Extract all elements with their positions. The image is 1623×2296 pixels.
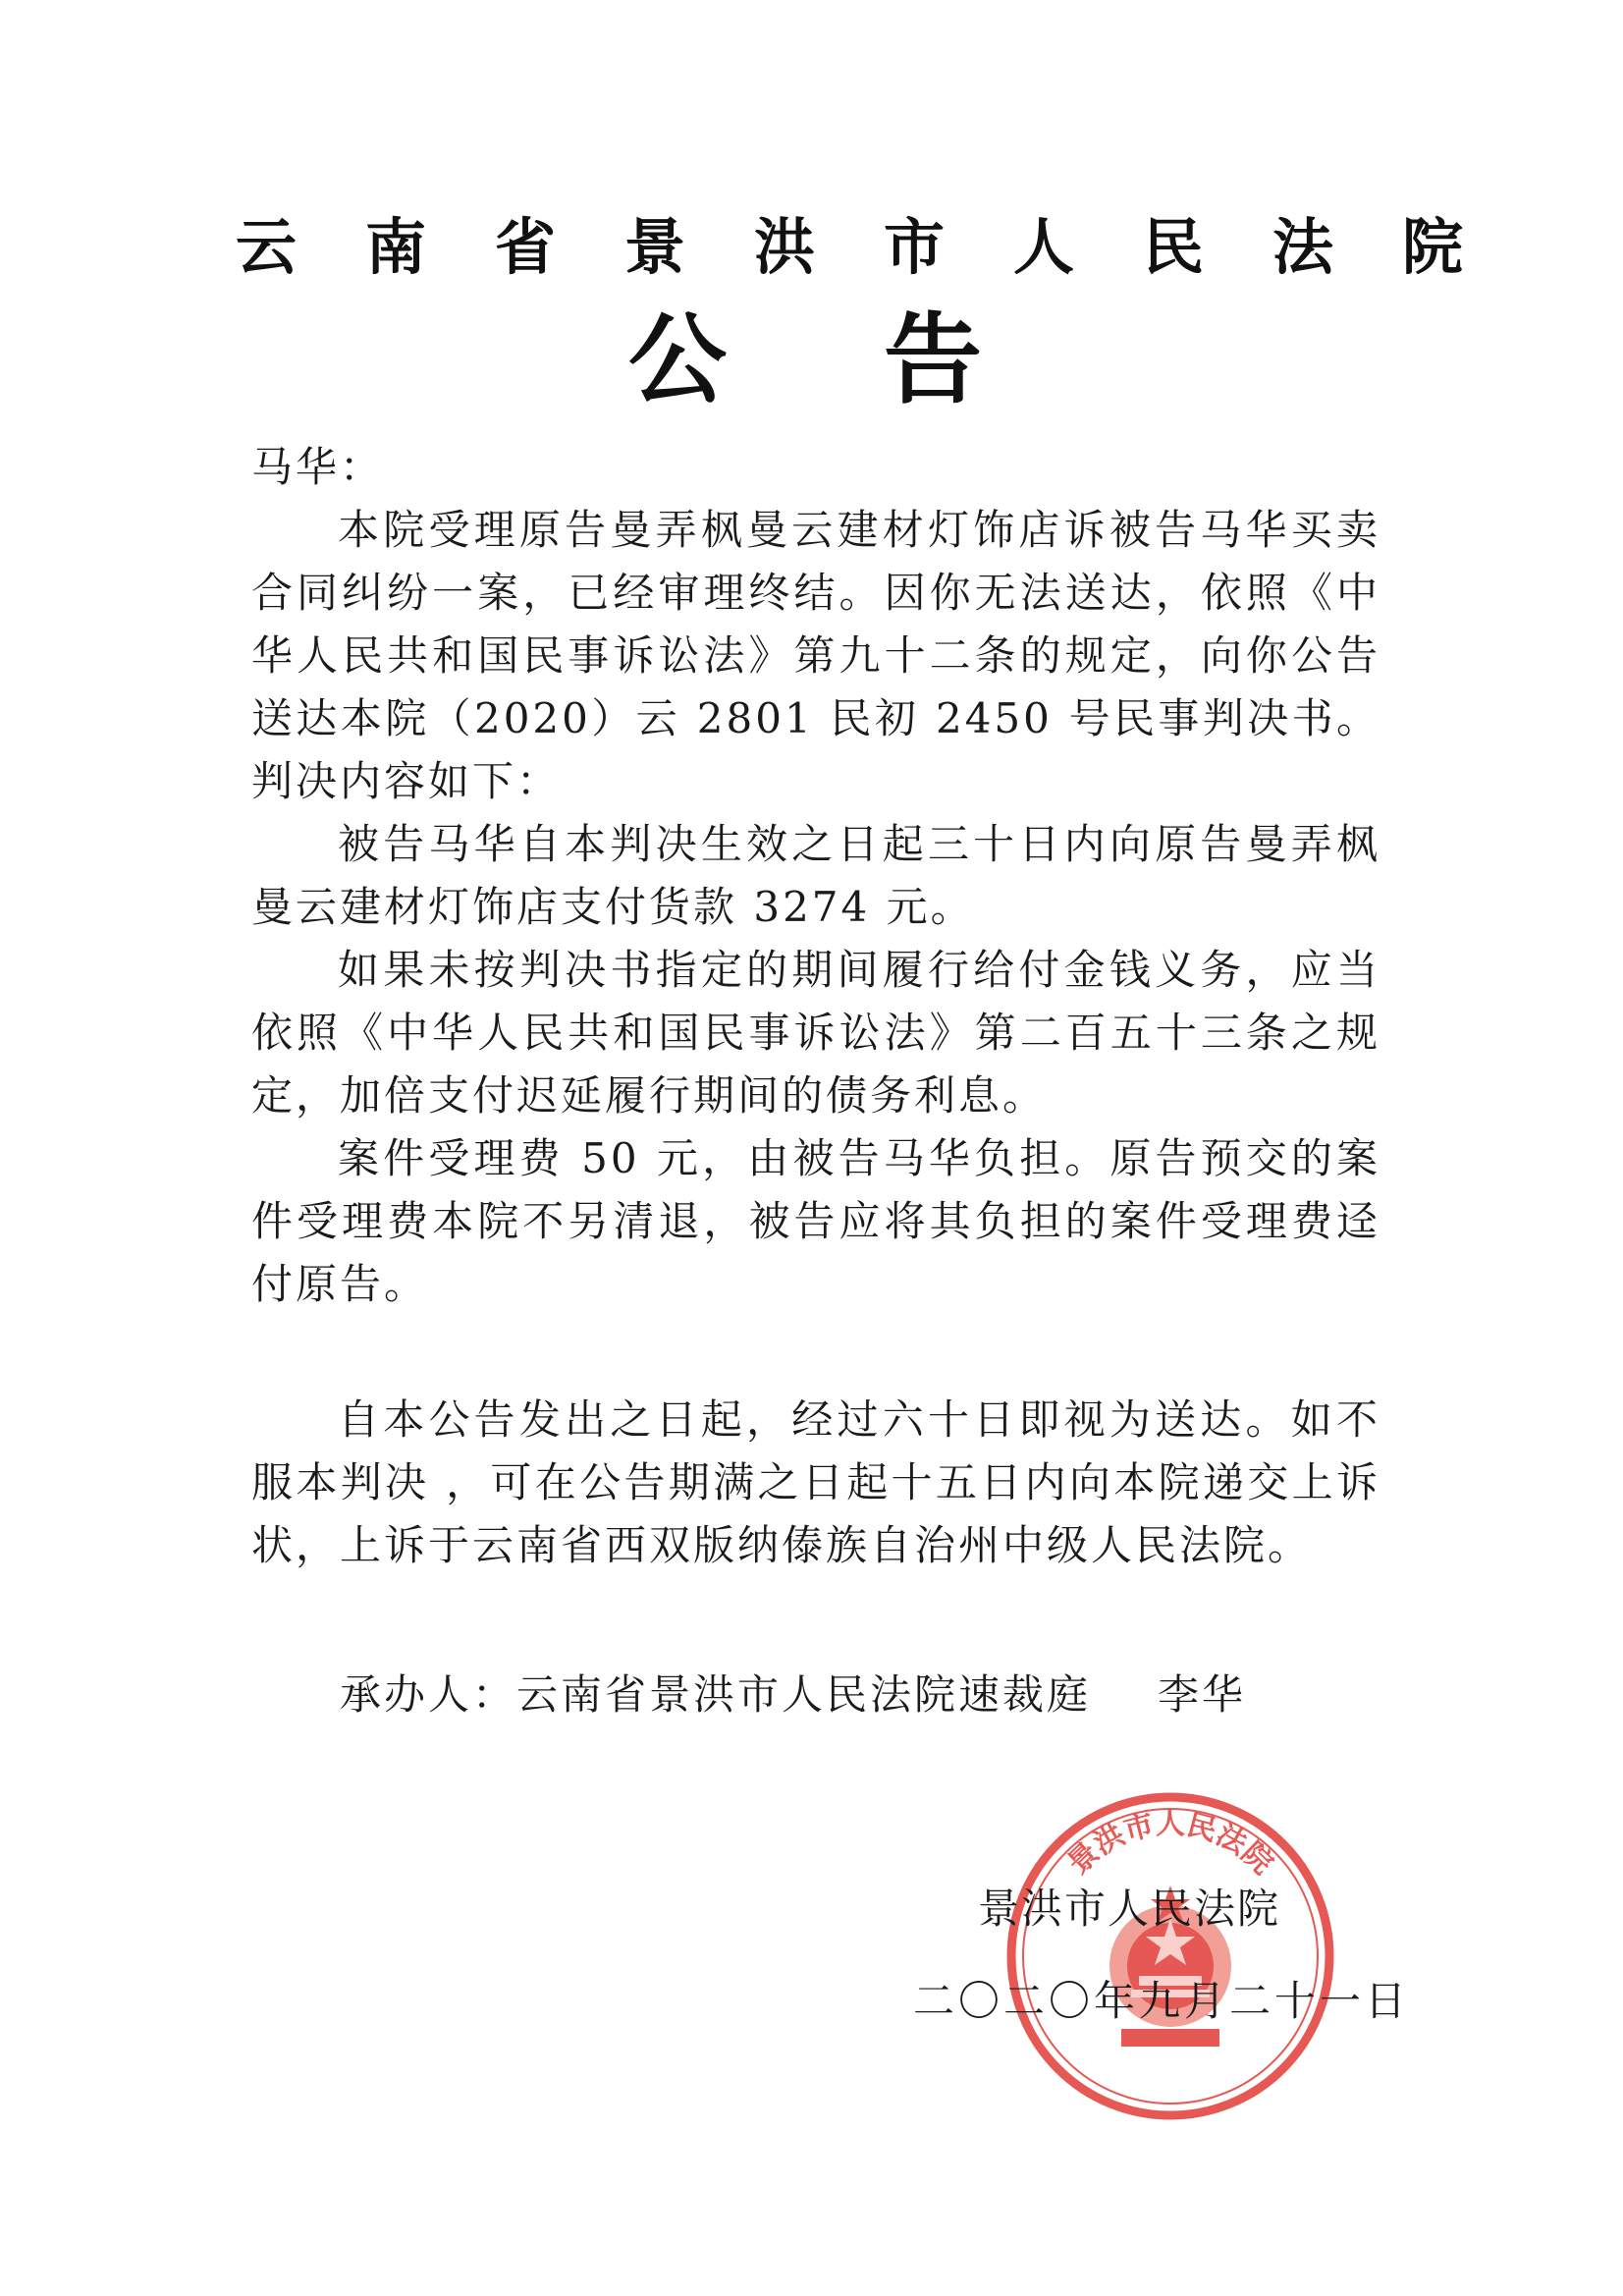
handler-name: 李华: [1158, 1670, 1247, 1719]
paragraph-gap: [251, 1316, 1380, 1389]
signature-court: 景洪市人民法院: [978, 1885, 1281, 1933]
paragraph-late-performance: 如果未按判决书指定的期间履行给付金钱义务，应当依照《中华人民共和国民事诉讼法》第二百五十三条之规定，加倍支付迟延履行期间的债务利息。: [251, 946, 1380, 1120]
paragraph-judgment-payment: 被告马华自本判决生效之日起三十日内向原告曼弄枫曼云建材灯饰店支付货款 3274 元。: [251, 820, 1380, 931]
court-seal-stamp: [1003, 1789, 1337, 2123]
seal-arc-text: 景洪市人民法院: [1060, 1806, 1280, 1882]
paragraph-case-fee: 案件受理费 50 元，由被告马华负担。原告预交的案件受理费本院不另清退，被告应将其负担的案件受理费迳付原告。: [251, 1134, 1380, 1308]
addressee: 马华：: [251, 443, 385, 491]
document-title: 公告: [628, 302, 1139, 417]
paragraph-service-appeal: 自本公告发出之日起，经过六十日即视为送达。如不服本判决 ，可在公告期满之日起十五日内向本院递交上诉状，上诉于云南省西双版纳傣族自治州中级人民法院。: [251, 1395, 1380, 1569]
signature-date: 二〇二〇年九月二十一日: [913, 1977, 1411, 2025]
court-name-heading: 云南省景洪市人民法院: [236, 211, 1533, 283]
paragraph-case-intro: 本院受理原告曼弄枫曼云建材灯饰店诉被告马华买卖合同纠纷一案，已经审理终结。因你无法送达，依照《中华人民共和国民事诉讼法》第九十二条的规定，向你公告送达本院（2020）云 2801 民初 2450 号民事判决书。判决内容如下：: [251, 506, 1380, 805]
notice-body: [251, 436, 1380, 1577]
handler-label: 承办人：云南省景洪市人民法院速裁庭: [340, 1670, 1092, 1719]
handler-line: [340, 1664, 1246, 1726]
